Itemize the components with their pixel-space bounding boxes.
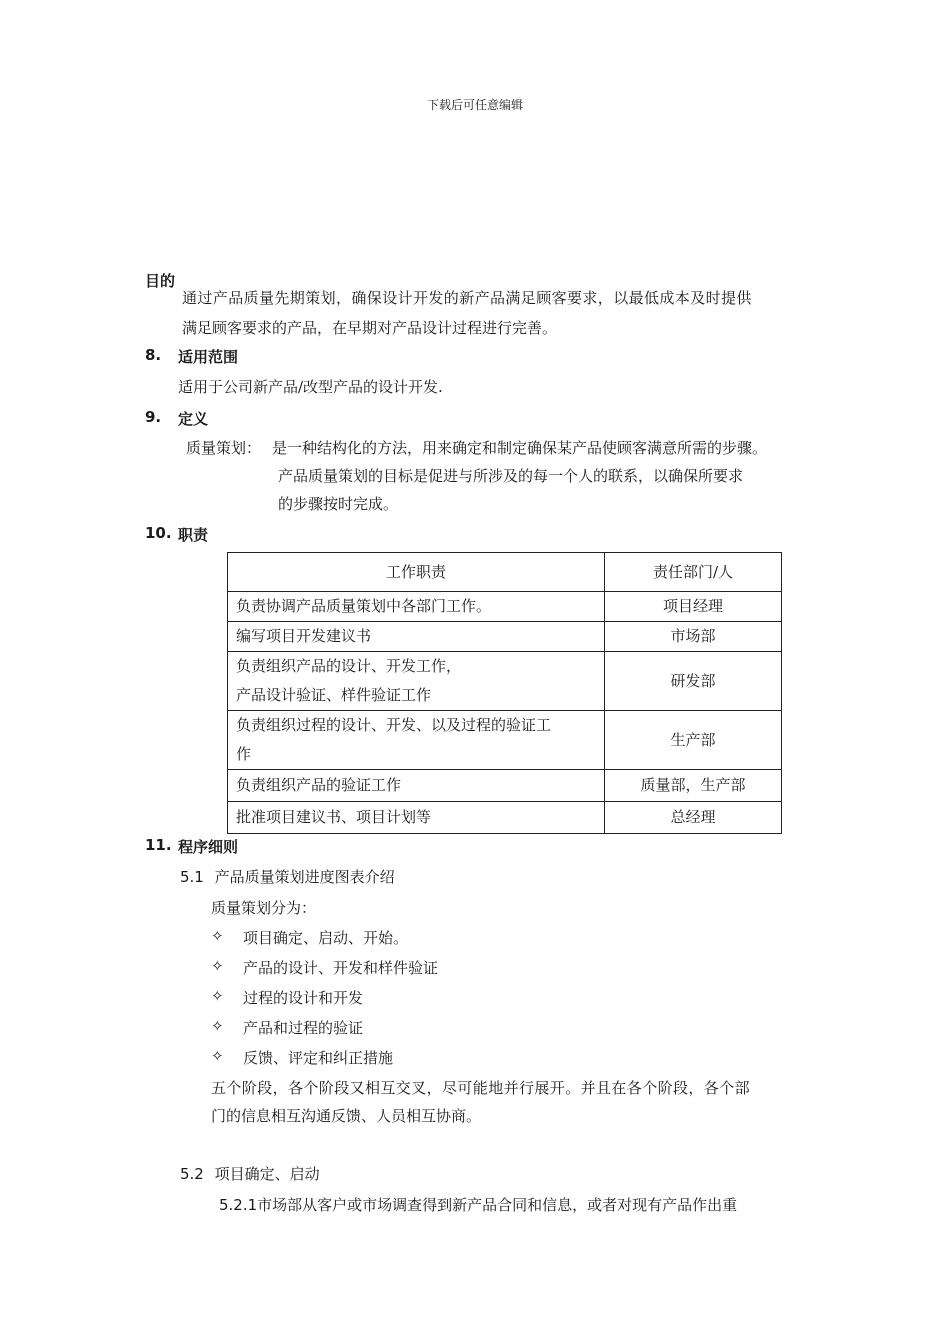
owner-cell: 项目经理 (605, 592, 782, 622)
table-row (228, 802, 782, 834)
table-header-duty: 工作职责 (228, 553, 605, 592)
owner-cell: 生产部 (605, 711, 782, 770)
subsection-number: 5.2 (180, 1165, 204, 1183)
subsection-number: 5.2.1 (219, 1196, 258, 1214)
section-heading-definition (145, 408, 345, 428)
list-item-text: 产品的设计、开发和样件验证 (243, 959, 439, 977)
owner-cell: 质量部，生产部 (605, 770, 782, 802)
list-item-text: 项目确定、启动、开始。 (243, 929, 409, 947)
stages-summary-line-2: 门的信息相互沟通反馈、人员相互协商。 (211, 1107, 482, 1125)
duty-cell: 负责协调产品质量策划中各部门工作。 (228, 592, 605, 622)
table-header-owner: 责任部门/人 (605, 553, 782, 592)
duty-cell-line: 负责组织产品的设计、开发工作， (236, 657, 462, 675)
list-item (211, 927, 611, 947)
table-row (228, 711, 782, 770)
diamond-bullet-icon: ✧ (211, 1047, 224, 1065)
section-number: 10. (145, 524, 172, 542)
table-row (228, 622, 782, 652)
subsection-5-2-1 (219, 1195, 737, 1215)
duty-cell: 批准项目建议书、项目计划等 (228, 802, 605, 834)
table-header-row (228, 553, 782, 592)
subsection-5-1-heading (180, 867, 395, 887)
section-number: 11. (145, 836, 172, 854)
section-heading-procedure (145, 836, 345, 856)
section-heading-scope (145, 346, 345, 366)
list-item (211, 1017, 611, 1037)
duty-cell-line: 产品设计验证、样件验证工作 (236, 686, 432, 704)
diamond-bullet-icon: ✧ (211, 1017, 224, 1035)
diamond-bullet-icon: ✧ (211, 987, 224, 1005)
list-item-text: 产品和过程的验证 (243, 1019, 364, 1037)
purpose-line-1: 通过产品质量先期策划，确保设计开发的新产品满足顾客要求，以最低成本及时提供 (182, 289, 752, 307)
section-title: 定义 (178, 410, 209, 428)
list-item-text: 过程的设计和开发 (243, 989, 364, 1007)
table-row (228, 652, 782, 711)
duty-cell (228, 711, 605, 770)
duty-cell: 负责组织产品的验证工作 (228, 770, 605, 802)
planning-intro: 质量策划分为： (211, 899, 317, 917)
scope-text: 适用于公司新产品/改型产品的设计开发. (178, 378, 443, 396)
owner-cell: 市场部 (605, 622, 782, 652)
duty-cell-line: 负责组织过程的设计、开发、以及过程的验证工 (236, 716, 552, 734)
definition-line-3: 的步骤按时完成。 (278, 495, 399, 513)
definition-term: 质量策划： (186, 439, 262, 457)
subsection-title: 产品质量策划进度图表介绍 (214, 868, 395, 886)
list-item (211, 987, 611, 1007)
list-item (211, 957, 611, 977)
owner-cell: 总经理 (605, 802, 782, 834)
duties-table (227, 552, 782, 834)
definition-line-2: 产品质量策划的目标是促进与所涉及的每一个人的联系，以确保所要求 (278, 467, 744, 485)
subsection-number: 5.1 (180, 868, 204, 886)
subsection-text: 市场部从客户或市场调查得到新产品合同和信息，或者对现有产品作出重 (257, 1196, 738, 1214)
subsection-title: 项目确定、启动 (214, 1165, 320, 1183)
definition-line-1: 是一种结构化的方法，用来确定和制定确保某产品使顾客满意所需的步骤。 (272, 439, 768, 457)
list-item-text: 反馈、评定和纠正措施 (243, 1049, 394, 1067)
page-header: 下载后可任意编辑 (426, 98, 523, 112)
section-heading-duties (145, 524, 345, 544)
diamond-bullet-icon: ✧ (211, 927, 224, 945)
owner-cell: 研发部 (605, 652, 782, 711)
section-number: 9. (145, 408, 162, 426)
duty-cell: 编写项目开发建议书 (228, 622, 605, 652)
stages-summary-line-1: 五个阶段，各个阶段又相互交叉，尽可能地并行展开。并且在各个阶段，各个部 (211, 1079, 751, 1097)
duty-cell (228, 652, 605, 711)
section-title: 职责 (178, 526, 209, 544)
list-item (211, 1047, 611, 1067)
purpose-line-2: 满足顾客要求的产品，在早期对产品设计过程进行完善。 (182, 319, 558, 337)
subsection-5-2-heading (180, 1164, 320, 1184)
section-title: 程序细则 (178, 838, 239, 856)
table-row (228, 770, 782, 802)
section-number: 8. (145, 346, 162, 364)
diamond-bullet-icon: ✧ (211, 957, 224, 975)
section-title-purpose: 目的 (145, 272, 176, 290)
section-title: 适用范围 (178, 348, 239, 366)
duty-cell-line: 作 (236, 745, 252, 763)
table-row (228, 592, 782, 622)
